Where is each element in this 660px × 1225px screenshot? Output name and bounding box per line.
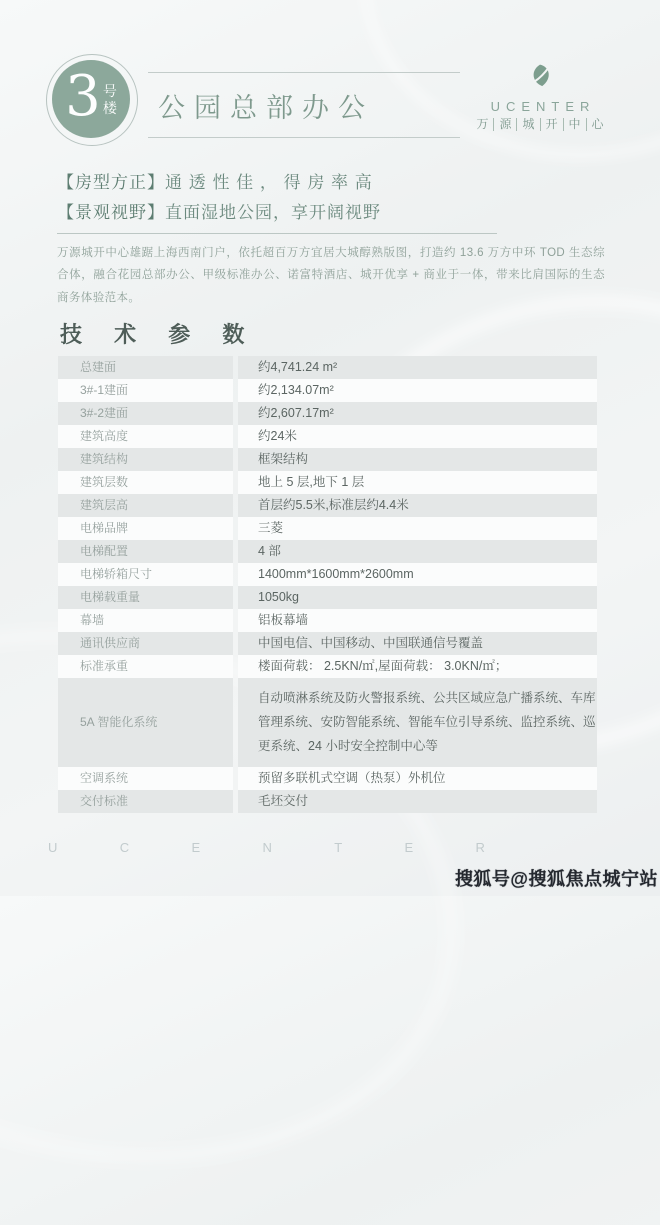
table-row <box>58 402 597 425</box>
param-label: 3#-1建面 <box>58 379 233 402</box>
param-value: 自动喷淋系统及防火警报系统、公共区域应急广播系统、车库管理系统、安防智能系统、智能车位引导系统、监控系统、巡更系统、24 小时安全控制中心等 <box>238 678 597 767</box>
table-row <box>58 586 597 609</box>
brand-name: UCENTER <box>490 99 596 114</box>
param-label: 建筑层高 <box>58 494 233 517</box>
brand-logo <box>470 62 610 131</box>
footer-brand-letter: N <box>262 840 272 855</box>
param-label: 电梯品牌 <box>58 517 233 540</box>
param-value: 中国电信、中国移动、中国联通信号覆盖 <box>238 632 597 655</box>
param-label: 5A 智能化系统 <box>58 678 233 767</box>
footer-brand-letter: T <box>334 840 343 855</box>
brand-cn-char: 开 <box>540 118 563 131</box>
leaf-icon <box>526 62 554 90</box>
param-label: 电梯配置 <box>58 540 233 563</box>
param-label: 电梯轿箱尺寸 <box>58 563 233 586</box>
selling-points <box>57 168 381 228</box>
param-value: 约2,134.07m² <box>238 379 597 402</box>
table-row <box>58 609 597 632</box>
watermark-sohu: 搜狐号@搜狐焦点城宁站 <box>454 869 658 889</box>
selling-point-view: 【景观视野】直面湿地公园，享开阔视野 <box>57 202 381 222</box>
table-row <box>58 425 597 448</box>
param-value: 1050kg <box>238 586 597 609</box>
footer-brand-letter: R <box>475 840 485 855</box>
param-value: 约24米 <box>238 425 597 448</box>
table-row <box>58 767 597 790</box>
table-row <box>58 379 597 402</box>
table-row <box>58 471 597 494</box>
building-number-badge <box>52 60 130 138</box>
param-label: 电梯载重量 <box>58 586 233 609</box>
selling-point-layout: 【房型方正】通 透 性 佳 ， 得 房 率 高 <box>57 173 373 192</box>
page-title: 公园总部办公 <box>158 93 374 123</box>
footer-brand-letter: E <box>404 840 414 855</box>
table-row <box>58 632 597 655</box>
table-row <box>58 356 597 379</box>
page-title-block <box>148 72 460 138</box>
param-value: 1400mm*1600mm*2600mm <box>238 563 597 586</box>
brand-cn-char: 万 <box>476 117 489 131</box>
building-badge-suffix: 号 楼 <box>102 82 117 116</box>
tech-params-table <box>58 356 597 813</box>
footer-brand-letters <box>48 840 485 855</box>
footer-brand-letter: C <box>119 840 130 855</box>
section-title-tech-params: 技 术 参 数 <box>60 322 258 347</box>
brand-cn-char: 城 <box>516 118 539 131</box>
param-label: 标准承重 <box>58 655 233 678</box>
param-value: 约2,607.17m² <box>238 402 597 425</box>
param-value: 毛坯交付 <box>238 790 597 813</box>
table-row <box>58 448 597 471</box>
brand-cn-char: 心 <box>586 118 609 131</box>
param-label: 建筑结构 <box>58 448 233 471</box>
param-label: 3#-2建面 <box>58 402 233 425</box>
param-value: 铝板幕墙 <box>238 609 597 632</box>
table-row <box>58 655 597 678</box>
brand-name-chinese <box>470 118 610 131</box>
param-label: 建筑层数 <box>58 471 233 494</box>
project-description: 万源城开中心雄踞上海西南门户，依托超百万方宜居大城醇熟版图，打造约 13.6 万方中环 TOD 生态综合体，融合花园总部办公、甲级标准办公、诺富特酒店、城开优享 + 商业于一体，带来比肩国际的生态商务体验范本。 <box>57 247 605 304</box>
param-label: 幕墙 <box>58 609 233 632</box>
footer-brand-letter: U <box>48 840 58 855</box>
divider <box>57 233 497 234</box>
table-row <box>58 563 597 586</box>
building-number: 3 <box>65 64 101 129</box>
brand-cn-char: 中 <box>563 118 586 131</box>
param-label: 建筑高度 <box>58 425 233 448</box>
param-label: 通讯供应商 <box>58 632 233 655</box>
param-label: 总建面 <box>58 356 233 379</box>
table-row <box>58 494 597 517</box>
table-row <box>58 517 597 540</box>
param-label: 交付标准 <box>58 790 233 813</box>
param-value: 楼面荷载： 2.5KN/㎡,屋面荷载： 3.0KN/㎡； <box>238 655 597 678</box>
param-value: 框架结构 <box>238 448 597 471</box>
table-row <box>58 678 597 767</box>
param-value: 地上 5 层,地下 1 层 <box>238 471 597 494</box>
param-value: 4 部 <box>238 540 597 563</box>
table-row <box>58 540 597 563</box>
param-label: 空调系统 <box>58 767 233 790</box>
brand-cn-char: 源 <box>493 118 516 131</box>
param-value: 预留多联机式空调（热泵）外机位 <box>238 767 597 790</box>
param-value: 首层约5.5米,标准层约4.4米 <box>238 494 597 517</box>
footer-brand-letter: E <box>191 840 201 855</box>
param-value: 三菱 <box>238 517 597 540</box>
param-value: 约4,741.24 m² <box>238 356 597 379</box>
table-row <box>58 790 597 813</box>
